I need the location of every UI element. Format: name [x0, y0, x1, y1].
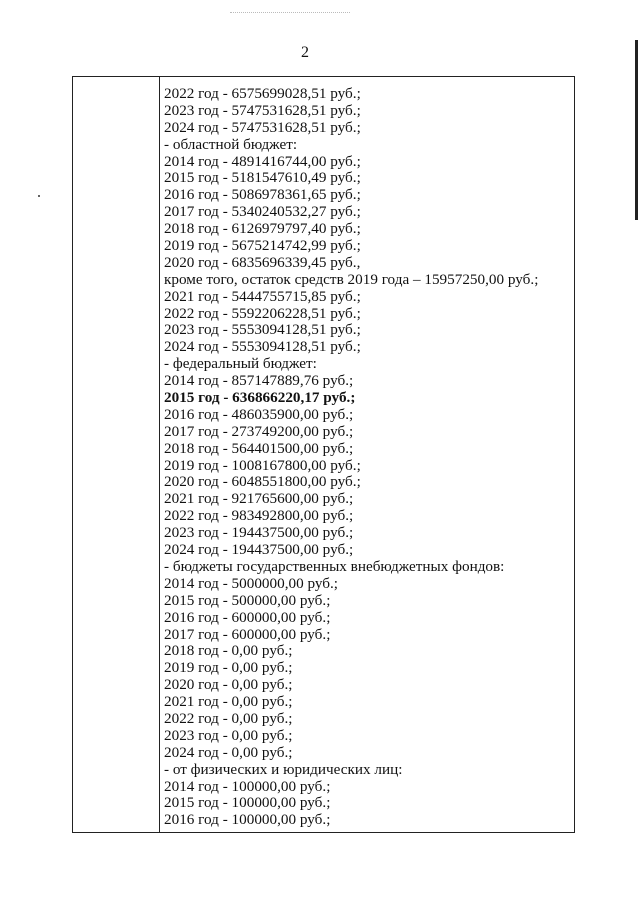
section-heading: - бюджеты государственных внебюджетных фондов:: [164, 557, 505, 575]
funding-line: 2022 год - 6575699028,51 руб.;: [164, 85, 361, 102]
scan-artifact: [230, 12, 350, 14]
funding-line: 2021 год - 5444755715,85 руб.;: [164, 287, 361, 305]
funding-line: 2014 год - 857147889,76 руб.;: [164, 372, 354, 390]
funding-line: 2023 год - 0,00 руб.;: [164, 726, 293, 744]
scan-speck: [38, 195, 40, 197]
funding-line: 2015 год - 500000,00 руб.;: [164, 591, 331, 609]
page-number: 2: [301, 44, 309, 61]
funding-line: 2018 год - 564401500,00 руб.;: [164, 439, 354, 457]
funding-line: 2017 год - 273749200,00 руб.;: [164, 422, 354, 440]
funding-line: 2017 год - 600000,00 руб.;: [164, 625, 331, 643]
funding-line: кроме того, остаток средств 2019 года – 15957250,00 руб.;: [164, 270, 539, 288]
funding-line: 2023 год - 5747531628,51 руб.;: [164, 101, 361, 119]
funding-line: 2024 год - 5747531628,51 руб.;: [164, 118, 361, 136]
funding-line: 2014 год - 100000,00 руб.;: [164, 777, 331, 795]
funding-line: 2014 год - 5000000,00 руб.;: [164, 574, 339, 592]
funding-line: 2024 год - 5553094128,51 руб.;: [164, 338, 361, 356]
funding-line: 2019 год - 5675214742,99 руб.;: [164, 237, 361, 255]
section-heading: - федеральный бюджет:: [164, 355, 317, 373]
funding-line: 2015 год - 5181547610,49 руб.;: [164, 169, 361, 187]
funding-line: 2014 год - 4891416744,00 руб.;: [164, 152, 361, 170]
funding-table: [72, 76, 575, 833]
funding-line: 2022 год - 5592206228,51 руб.;: [164, 304, 361, 322]
section-heading: - от физических и юридических лиц:: [164, 760, 403, 778]
funding-line: 2016 год - 486035900,00 руб.;: [164, 405, 354, 423]
scan-edge: [635, 40, 638, 220]
funding-line: 2024 год - 194437500,00 руб.;: [164, 541, 354, 559]
funding-line: 2023 год - 5553094128,51 руб.;: [164, 321, 361, 339]
funding-line: 2022 год - 0,00 руб.;: [164, 709, 293, 727]
funding-text-cell: [164, 86, 572, 829]
funding-line: 2018 год - 0,00 руб.;: [164, 642, 293, 660]
funding-line: 2018 год - 6126979797,40 руб.;: [164, 220, 361, 238]
section-heading: - областной бюджет:: [164, 135, 298, 153]
funding-line: 2016 год - 100000,00 руб.;: [164, 811, 331, 829]
funding-line: 2024 год - 0,00 руб.;: [164, 743, 293, 761]
funding-line: 2021 год - 0,00 руб.;: [164, 693, 293, 711]
funding-line: 2016 год - 5086978361,65 руб.;: [164, 186, 361, 204]
funding-line: 2019 год - 0,00 руб.;: [164, 659, 293, 677]
funding-line: 2023 год - 194437500,00 руб.;: [164, 524, 354, 542]
funding-line: 2015 год - 636866220,17 руб.;: [164, 389, 356, 407]
funding-line: 2015 год - 100000,00 руб.;: [164, 794, 331, 812]
funding-line: 2019 год - 1008167800,00 руб.;: [164, 456, 361, 474]
funding-line: 2021 год - 921765600,00 руб.;: [164, 490, 354, 508]
funding-line: 2017 год - 5340240532,27 руб.;: [164, 203, 361, 221]
funding-line: 2020 год - 6835696339,45 руб.,: [164, 253, 361, 271]
funding-line: 2016 год - 600000,00 руб.;: [164, 608, 331, 626]
funding-line: 2022 год - 983492800,00 руб.;: [164, 507, 354, 525]
column-divider: [159, 77, 160, 832]
funding-line: 2020 год - 0,00 руб.;: [164, 676, 293, 694]
funding-line: 2020 год - 6048551800,00 руб.;: [164, 473, 361, 491]
